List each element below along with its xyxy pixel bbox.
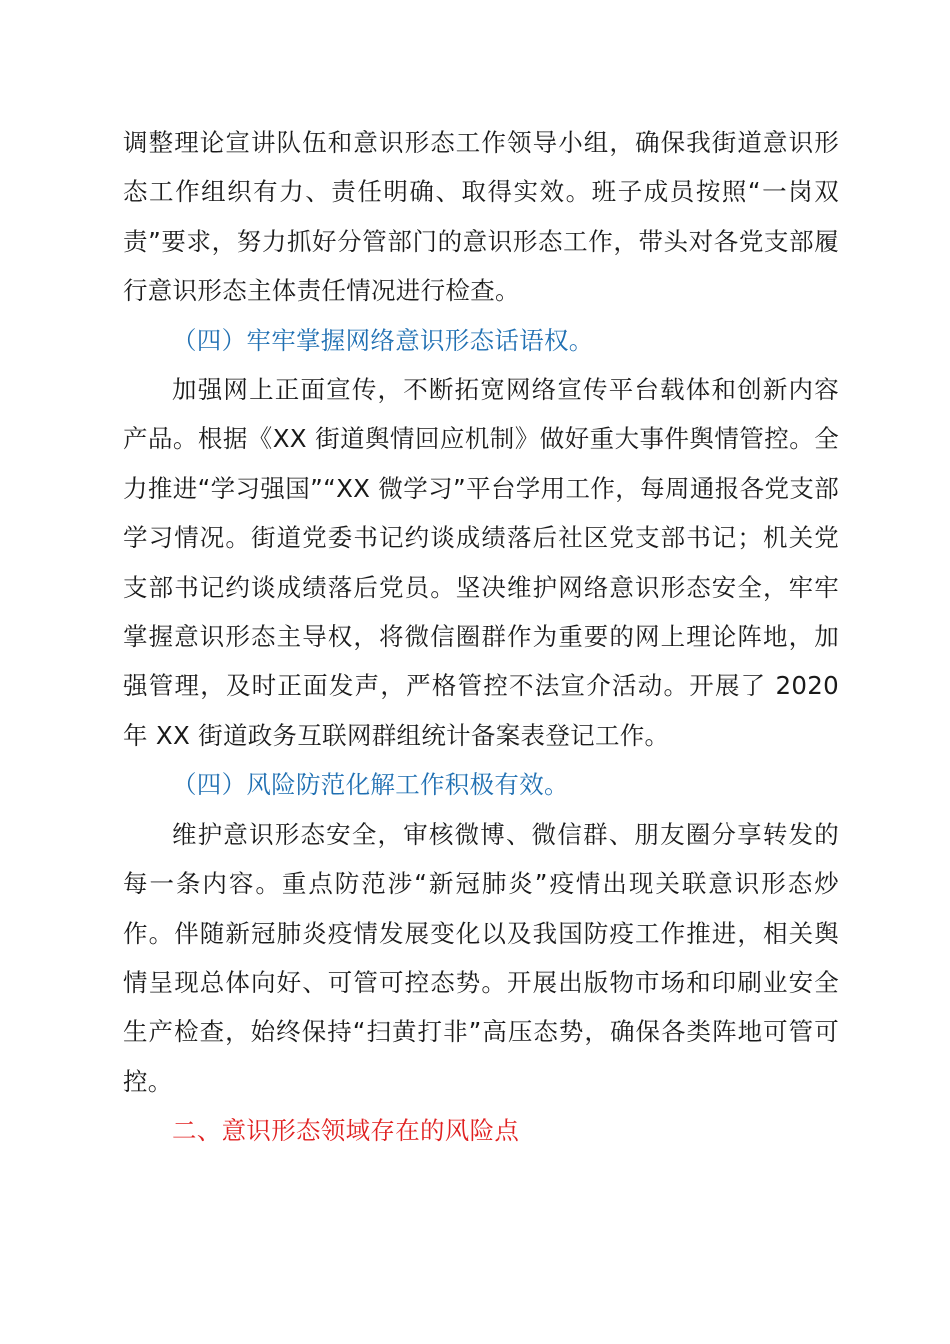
heading-risk-points: 二、意识形态领域存在的风险点 [172,1116,520,1146]
document-body [123,118,839,1156]
paragraph-online-publicity: 加强网上正面宣传，不断拓宽网络宣传平台载体和创新内容产品。根据《XX 街道舆情回应机制》做好重大事件舆情管控。全力推进“学习强国”“XX 微学习”平台学用工作，每周通报各党支部学习情况。街道党委书记约谈成绩落后社区党支部书记；机关党支部书记约谈成绩落后党员。坚决维护网络意识形态安全，牢牢掌握意识形态主导权，将微信圈群作为重要的网上理论阵地，加强管理，及时正面发声，严格管控不法宣介活动。开展了 2020 年 XX 街道政务互联网群组统计备案表登记工作。 [123,375,839,750]
paragraph-leadership-group: 调整理论宣讲队伍和意识形态工作领导小组，确保我街道意识形态工作组织有力、责任明确、取得实效。班子成员按照“一岗双责”要求，努力抓好分管部门的意识形态工作，带头对各党支部履行意识形态主体责任情况进行检查。 [123,128,839,306]
paragraph-ideology-security: 维护意识形态安全，审核微博、微信群、朋友圈分享转发的每一条内容。重点防范涉“新冠肺炎”疫情出现关联意识形态炒作。伴随新冠肺炎疫情发展变化以及我国防疫工作推进，相关舆情呈现总体向好、可管可控态势。开展出版物市场和印刷业安全生产检查，始终保持“扫黄打非”高压态势，确保各类阵地可管可控。 [123,819,839,1096]
heading-network-ideology: （四）牢牢掌握网络意识形态话语权。 [172,325,594,355]
heading-risk-prevention: （四）风险防范化解工作积极有效。 [172,770,569,800]
